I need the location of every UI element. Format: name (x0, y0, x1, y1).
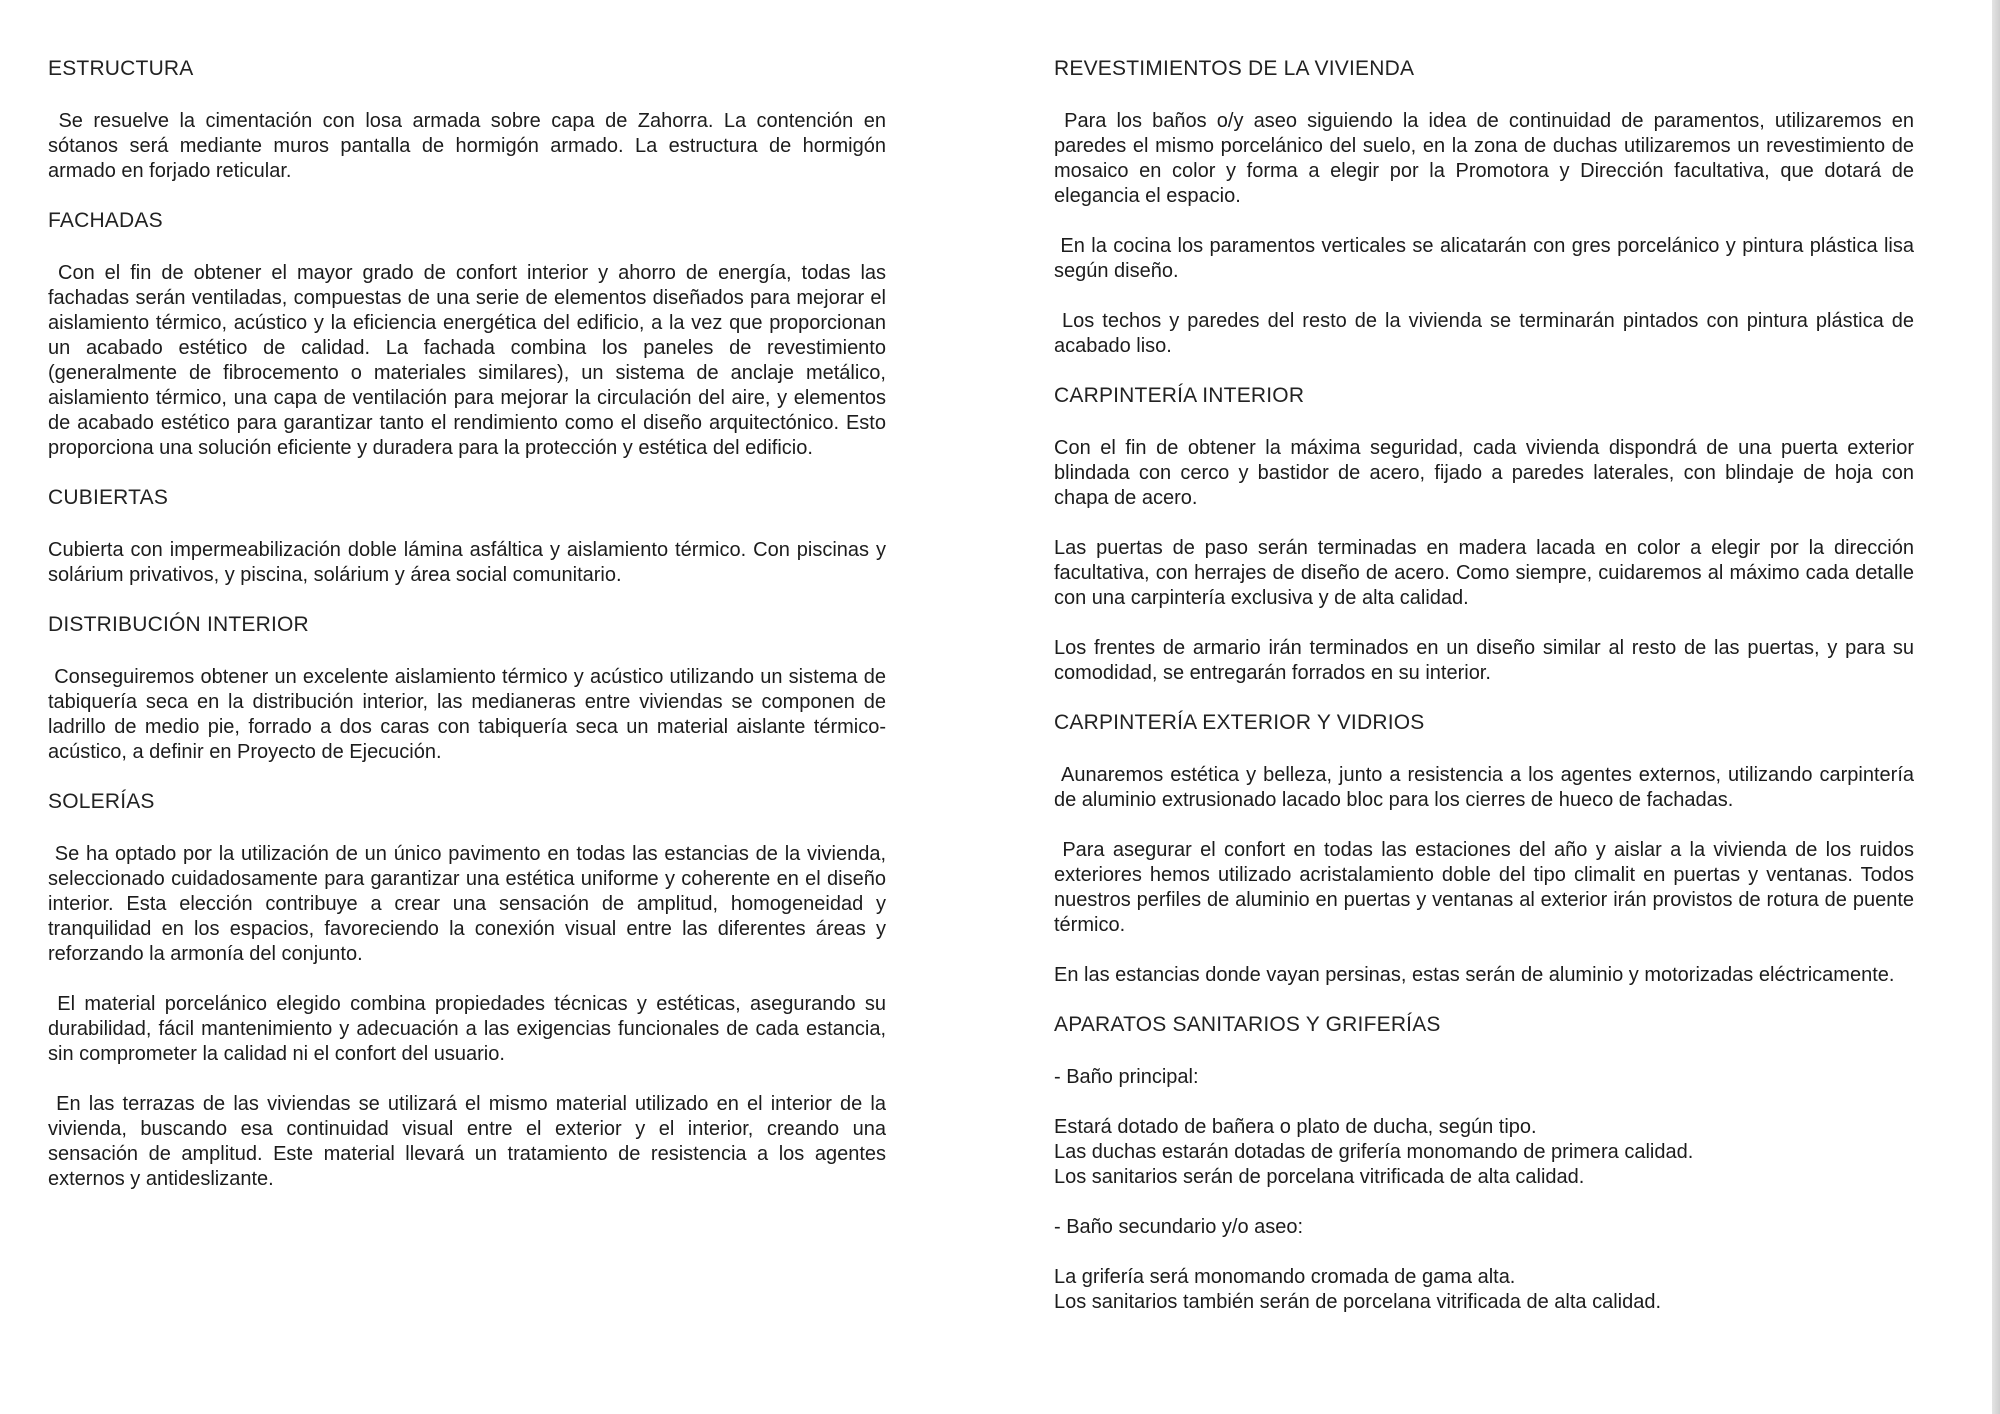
paragraph: Los techos y paredes del resto de la vivienda se terminarán pintados con pintura plástica de acabado liso. (1054, 310, 1920, 357)
section-estructura (48, 56, 892, 184)
section-heading: REVESTIMIENTOS DE LA VIVIENDA (1054, 57, 1415, 80)
section-solerias (48, 789, 892, 1192)
paragraph: Se resuelve la cimentación con losa armada sobre capa de Zahorra. La contención en sótanos será mediante muros pantalla de hormigón armado. La estructura de hormigón armado en forjado reticular. (48, 110, 892, 182)
paragraph: - Baño secundario y/o aseo: (1054, 1216, 1304, 1238)
paragraph: - Baño principal: (1054, 1066, 1199, 1088)
section-heading: APARATOS SANITARIOS Y GRIFERÍAS (1054, 1013, 1441, 1036)
right-column (1054, 56, 1920, 1339)
paragraph: Las puertas de paso serán terminadas en madera lacada en color a elegir por la dirección facultativa, con herrajes de diseño de acero. Como siempre, cuidaremos al máximo cada detalle con una carpintería exclusiva y de alta calidad. (1054, 537, 1920, 609)
section-aparatos-sanitarios-y-griferias (1054, 1012, 1914, 1315)
page-edge-shadow (1992, 0, 2000, 1414)
paragraph: En las terrazas de las viviendas se utilizará el mismo material utilizado en el interior de la vivienda, buscando esa continuidad visual entre el exterior y el interior, creando una sensación de amplitud. Este material llevará un tratamiento de resistencia a los agentes externos y antideslizante. (48, 1093, 892, 1190)
paragraph: Con el fin de obtener la máxima seguridad, cada vivienda dispondrá de una puerta exterior blindada con cerco y bastidor de acero, fijado a paredes laterales, con blindaje de hoja con chapa de acero. (1054, 437, 1920, 509)
section-heading: FACHADAS (48, 209, 163, 232)
paragraph: Aunaremos estética y belleza, junto a resistencia a los agentes externos, utilizando carpintería de aluminio extrusionado lacado bloc para los cierres de hueco de fachadas. (1054, 764, 1920, 811)
section-heading: CUBIERTAS (48, 486, 169, 509)
paragraph: El material porcelánico elegido combina propiedades técnicas y estéticas, asegurando su durabilidad, fácil mantenimiento y adecuación a las exigencias funcionales de cada estancia, sin comprometer la calidad ni el confort del usuario. (48, 993, 892, 1065)
section-revestimientos-de-la-vivienda (1054, 56, 1920, 359)
section-heading: CARPINTERÍA INTERIOR (1054, 384, 1305, 407)
section-heading: SOLERÍAS (48, 790, 155, 813)
section-carpinteria-interior (1054, 383, 1920, 686)
paragraph: La grifería será monomando cromada de gama alta. Los sanitarios también serán de porcelana vitrificada de alta calidad. (1054, 1266, 1662, 1313)
paragraph: Cubierta con impermeabilización doble lámina asfáltica y aislamiento térmico. Con piscinas y solárium privativos, y piscina, solárium y área social comunitario. (48, 539, 892, 586)
paragraph: Conseguiremos obtener un excelente aislamiento térmico y acústico utilizando un sistema de tabiquería seca en la distribución interior, las medianeras entre viviendas se componen de ladrillo de medio pie, forrado a dos caras con tabiquería seca un material aislante térmico-acústico, a definir en Proyecto de Ejecución. (48, 666, 892, 763)
section-heading: CARPINTERÍA EXTERIOR Y VIDRIOS (1054, 711, 1425, 734)
paragraph: Los frentes de armario irán terminados en un diseño similar al resto de las puertas, y para su comodidad, se entregarán forrados en su interior. (1054, 637, 1920, 684)
section-heading: DISTRIBUCIÓN INTERIOR (48, 613, 309, 636)
section-distribucion-interior (48, 612, 892, 765)
left-column (48, 56, 892, 1216)
paragraph: Para los baños o/y aseo siguiendo la idea de continuidad de paramentos, utilizaremos en paredes el mismo porcelánico del suelo, en la zona de duchas utilizaremos un revestimiento de mosaico en color y forma a elegir por la Promotora y Dirección facultativa, que dotará de elegancia el espacio. (1054, 110, 1920, 207)
section-fachadas (48, 208, 892, 461)
section-cubiertas (48, 485, 892, 588)
paragraph: Para asegurar el confort en todas las estaciones del año y aislar a la vivienda de los ruidos exteriores hemos utilizado acristalamiento doble del tipo climalit en puertas y ventanas. Todos nuestros perfiles de aluminio en puertas y ventanas al exterior irán provistos de rotura de puente térmico. (1054, 839, 1920, 936)
paragraph: En las estancias donde vayan persinas, estas serán de aluminio y motorizadas eléctricamente. (1054, 964, 1895, 986)
paragraph: Se ha optado por la utilización de un único pavimento en todas las estancias de la vivienda, seleccionado cuidadosamente para garantizar una estética uniforme y coherente en el diseño interior. Esta elección contribuye a crear una sensación de amplitud, homogeneidad y tranquilidad en los espacios, favoreciendo la conexión visual entre las diferentes áreas y reforzando la armonía del conjunto. (48, 843, 892, 965)
paragraph: En la cocina los paramentos verticales se alicatarán con gres porcelánico y pintura plástica lisa según diseño. (1054, 235, 1920, 282)
paragraph: Con el fin de obtener el mayor grado de confort interior y ahorro de energía, todas las fachadas serán ventiladas, compuestas de una serie de elementos diseñados para mejorar el aislamiento térmico, acústico y la eficiencia energética del edificio, a la vez que proporcionan un acabado estético de calidad. La fachada combina los paneles de revestimiento (generalmente de fibrocemento o materiales similares), un sistema de anclaje metálico, aislamiento térmico, una capa de ventilación para mejorar la circulación del aire, y elementos de acabado estético para garantizar tanto el rendimiento como el diseño arquitectónico. Esto proporciona una solución eficiente y duradera para la protección y estética del edificio. (48, 262, 892, 459)
section-heading: ESTRUCTURA (48, 57, 194, 80)
paragraph: Estará dotado de bañera o plato de ducha, según tipo. Las duchas estarán dotadas de grifería monomando de primera calidad. Los sanitarios serán de porcelana vitrificada de alta calidad. (1054, 1116, 1694, 1188)
section-carpinteria-exterior-y-vidrios (1054, 710, 1920, 988)
